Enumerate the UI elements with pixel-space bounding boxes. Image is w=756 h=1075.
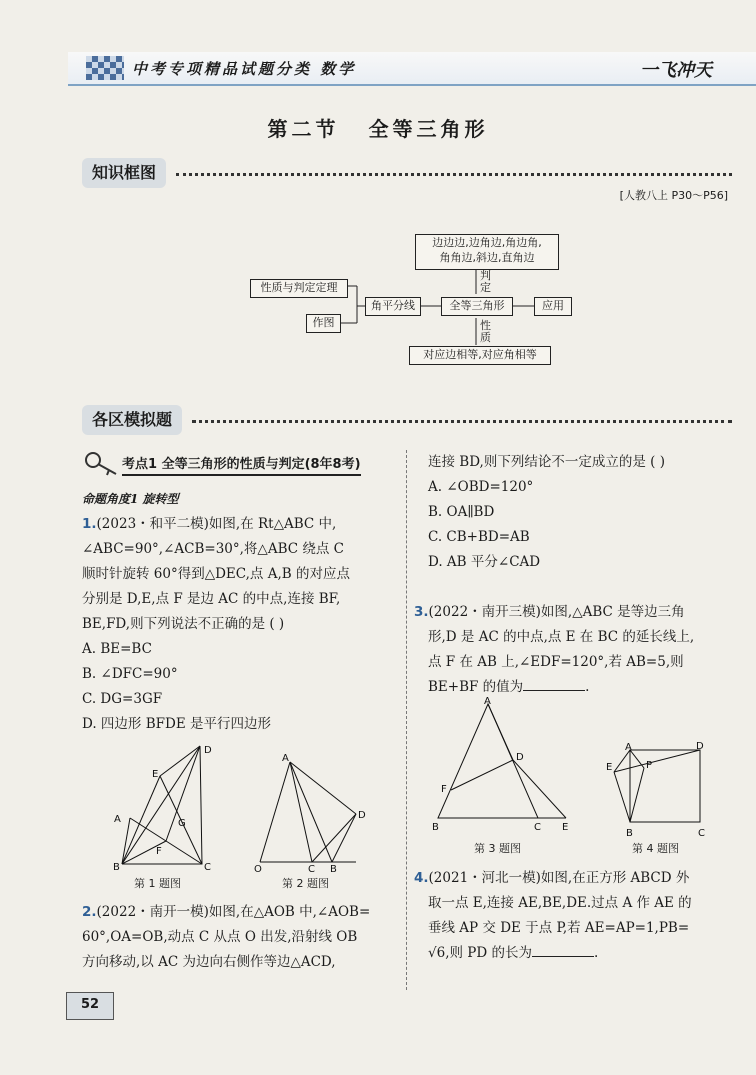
question-1-text: (2023・和平二模)如图,在 Rt△ABC 中, [96,516,337,532]
figure-3 [428,696,578,836]
question-4 [414,866,740,966]
point-label: B [113,862,120,872]
point-label: E [562,822,569,833]
period: . [593,945,599,961]
question-2-line [82,900,404,925]
point-label: A [282,753,289,764]
question-4-line [414,866,740,891]
book-series-title: 中考专项精品试题分类 数学 [132,60,357,78]
criteria-box [415,234,559,270]
exercises-heading: 各区模拟题 [82,405,182,435]
option-b: B. OA∥BD [428,504,495,520]
question-2 [82,900,404,975]
point-label: E [152,769,159,780]
heading-divider [192,420,732,423]
angle-bisector-box: 角平分线 [365,297,421,316]
question-3-line: 形,D 是 AC 的中点,点 E 在 BC 的延长线上, [428,629,695,645]
question-2-continued [428,450,738,575]
question-number: 1. [82,516,97,532]
point-label: F [441,784,447,795]
point-label: C [204,862,211,872]
question-2-text: (2022・南开一模)如图,在△AOB 中,∠AOB= [96,904,371,920]
question-1-line: 分别是 D,E,点 F 是边 AC 的中点,连接 BF, [82,591,341,607]
knowledge-heading: 知识框图 [82,158,166,188]
question-3-line: 点 F 在 AB 上,∠EDF=120°,若 AB=5,则 [428,654,684,670]
key-icon [84,450,120,478]
heading-divider [176,173,732,176]
question-number: 3. [414,604,429,620]
question-1-line: 顺时针旋转 60°得到△DEC,点 A,B 的对应点 [82,566,350,582]
point-label: D [516,752,524,763]
point-label: C [308,864,315,872]
point-label: B [330,864,337,872]
figure-3-caption: 第 3 题图 [474,842,521,855]
question-1-line: ∠ABC=90°,∠ACB=30°,将△ABC 绕点 C [82,541,344,557]
point-label: D [358,810,366,821]
question-3-text: (2022・南开三模)如图,△ABC 是等边三角 [428,604,685,620]
question-4-text: (2021・河北一模)如图,在正方形 ABCD 外 [428,870,690,886]
point-label: F [156,846,162,857]
point-label: D [204,745,212,756]
question-4-line [414,941,740,966]
option-a: A. BE=BC [82,641,152,657]
figure-4-caption: 第 4 题图 [632,842,679,855]
corresponding-equal-box: 对应边相等,对应角相等 [409,346,551,365]
judge-label: 判定 [480,269,491,294]
application-box: 应用 [534,297,572,316]
topic-title: 考点1 全等三角形的性质与判定(8年8考) [122,453,361,476]
figure-2-caption: 第 2 题图 [282,877,329,890]
question-4-line: 垂线 AP 交 DE 于点 P,若 AE=AP=1,PB= [428,920,690,936]
figure-2 [250,752,375,872]
question-1 [82,512,404,737]
column-divider [406,450,407,990]
header-logo-pattern [86,56,124,80]
figure-1 [108,744,228,872]
question-3-text: BE+BF 的值为 [428,679,524,695]
property-theorem-box: 性质与判定定理 [250,279,348,298]
figure-1-caption: 第 1 题图 [134,877,181,890]
question-2-line: 60°,OA=OB,动点 C 从点 O 出发,沿射线 OB [82,929,358,945]
figure-4 [604,740,714,840]
proposition-angle: 命题角度1 旋转型 [82,492,179,506]
congruent-triangles-box: 全等三角形 [441,297,513,316]
question-3 [414,600,740,700]
drawing-box: 作图 [306,314,341,333]
page-number: 52 [66,992,114,1020]
option-c: C. CB+BD=AB [428,529,530,545]
point-label: A [484,696,491,707]
question-1-line: BE,FD,则下列说法不正确的是 ( ) [82,616,285,632]
option-b: B. ∠DFC=90° [82,666,178,682]
criteria-line-1: 边边边,边角边,角边角, [432,236,542,249]
point-label: A [625,742,632,753]
question-1-line [82,512,404,537]
point-label: C [698,828,705,839]
point-label: O [254,864,262,872]
point-label: E [606,762,613,773]
textbook-reference: [人教八上 P30～P56] [619,189,728,202]
question-number: 4. [414,870,429,886]
option-d: D. 四边形 BFDE 是平行四边形 [82,716,271,732]
point-label: A [114,814,121,825]
question-2-line: 连接 BD,则下列结论不一定成立的是 ( ) [428,454,665,470]
point-label: C [534,822,541,833]
point-label: P [646,760,653,771]
brand-logo: 一飞冲天 [640,60,712,81]
point-label: B [626,828,633,839]
option-c: C. DG=3GF [82,691,163,707]
point-label: G [178,818,186,829]
point-label: D [696,741,704,752]
option-d: D. AB 平分∠CAD [428,554,541,570]
answer-blank [523,676,585,691]
question-4-text: √6,则 PD 的长为 [428,945,532,961]
question-4-line: 取一点 E,连接 AE,BE,DE.过点 A 作 AE 的 [428,895,692,911]
section-title: 第二节 全等三角形 [267,117,489,141]
criteria-line-2: 角角边,斜边,直角边 [439,251,535,264]
question-2-line: 方向移动,以 AC 为边向右侧作等边△ACD, [82,954,336,970]
period: . [585,679,590,695]
question-number: 2. [82,904,97,920]
nature-label: 性质 [480,319,491,344]
option-a: A. ∠OBD=120° [428,479,534,495]
question-3-line [414,600,740,625]
point-label: B [432,822,439,833]
answer-blank [532,942,594,957]
